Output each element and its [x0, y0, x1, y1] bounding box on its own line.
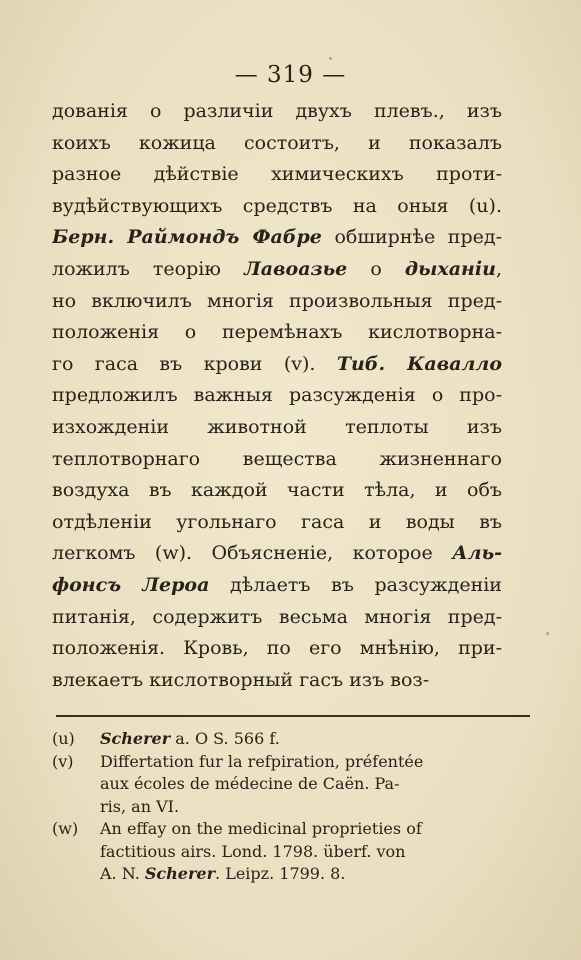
text-segment: изхожденіи животной теплоты изъ — [52, 415, 502, 438]
text-segment: factitious airs. Lond. 1798. überf. von — [100, 841, 406, 861]
text-line — [52, 475, 502, 507]
italic-name: дыханіи — [404, 257, 496, 280]
text-segment: , — [495, 257, 502, 280]
text-segment: предложилъ важныя разсужденія о про- — [52, 384, 502, 407]
footnote-line — [100, 863, 512, 886]
text-segment: . Leipz. 1799. 8. — [215, 864, 346, 883]
text-segment: коихъ кожица состоитъ, и показалъ — [52, 131, 502, 154]
footnote-marker: (u) — [52, 729, 75, 748]
footnote-line — [100, 728, 512, 751]
text-line — [52, 159, 502, 191]
text-segment: но включилъ многія произвольныя пред- — [52, 289, 502, 312]
italic-name: Scherer — [100, 729, 171, 748]
footnote-marker: (w) — [52, 819, 79, 838]
text-segment: легкомъ (w). Объясненіе, которое — [52, 542, 453, 565]
text-line — [52, 602, 502, 634]
text-line — [52, 444, 502, 476]
text-line — [52, 570, 502, 602]
paper-speck — [329, 57, 332, 60]
page-number: — 319 — — [234, 62, 347, 88]
italic-name: Аль- — [452, 542, 502, 565]
text-line — [52, 380, 502, 412]
text-line — [52, 191, 502, 223]
text-segment: отдѣленіи угольнаго гаса и воды въ — [52, 510, 502, 533]
text-segment: го гаса въ крови (v). — [52, 352, 337, 375]
italic-name: Тиб. Кавалло — [336, 352, 502, 375]
text-line — [52, 507, 502, 539]
text-segment: ris, an VI. — [100, 796, 180, 816]
footnote-line — [100, 796, 512, 819]
text-segment: обширнѣе пред- — [321, 226, 502, 249]
text-segment: воздуха въ каждой части тѣла, и объ — [52, 479, 502, 502]
text-segment: a. O S. 566 f. — [170, 729, 280, 748]
text-segment: ложилъ теорію — [52, 257, 244, 280]
text-segment: теплотворнаго вещества жизненнаго — [52, 447, 502, 470]
text-line — [52, 633, 502, 665]
footnote-line — [100, 841, 512, 864]
text-line — [52, 412, 502, 444]
text-line — [52, 222, 502, 254]
text-segment: положенія о перемѣнахъ кислотворна- — [52, 321, 502, 344]
text-segment: влекаетъ кислотворный гасъ изъ воз- — [52, 668, 430, 691]
text-segment: aux écoles de médecine de Caën. Pa- — [100, 774, 400, 793]
text-segment: дѣлаетъ въ разсужденіи — [209, 573, 502, 596]
footnote-line — [100, 773, 512, 796]
italic-name: фонсъ Лероа — [52, 573, 210, 596]
italic-name: Scherer — [144, 864, 216, 883]
footnote-marker: (v) — [52, 751, 74, 771]
italic-name: Берн. Раймондъ Фабре — [52, 226, 322, 249]
text-segment: положенія. Кровь, по его мнѣнію, при- — [52, 637, 502, 660]
footnotes — [52, 728, 512, 886]
text-line — [52, 96, 502, 128]
text-line — [52, 128, 502, 160]
text-segment: дованія о различіи двухъ плевъ., изъ — [52, 100, 502, 122]
text-segment: An effay on the medicinal proprieties of — [100, 819, 422, 838]
text-segment: разное дѣйствіе химическихъ проти- — [52, 163, 502, 186]
footnote — [52, 818, 512, 886]
text-line — [52, 349, 502, 381]
text-segment: питанія, содержитъ весьма многія пред- — [52, 605, 502, 628]
footnote-line — [100, 751, 512, 774]
text-segment: вудѣйствующихъ средствъ на оныя (u). — [52, 194, 502, 217]
text-line — [52, 317, 502, 349]
text-line — [52, 286, 502, 318]
text-line — [52, 254, 502, 286]
text-line — [52, 665, 502, 697]
body-text — [52, 96, 502, 696]
text-line — [52, 538, 502, 570]
paper-speck — [546, 632, 549, 635]
text-segment: о — [347, 257, 405, 280]
footnote — [52, 728, 512, 751]
footnote-divider — [56, 715, 530, 717]
footnote-line — [100, 818, 512, 841]
text-segment: A. N. — [100, 864, 145, 883]
text-segment: Differtation fur la refpiration, préfentée — [100, 751, 424, 771]
italic-name: Лавоазье — [243, 257, 348, 280]
footnote — [52, 751, 512, 819]
